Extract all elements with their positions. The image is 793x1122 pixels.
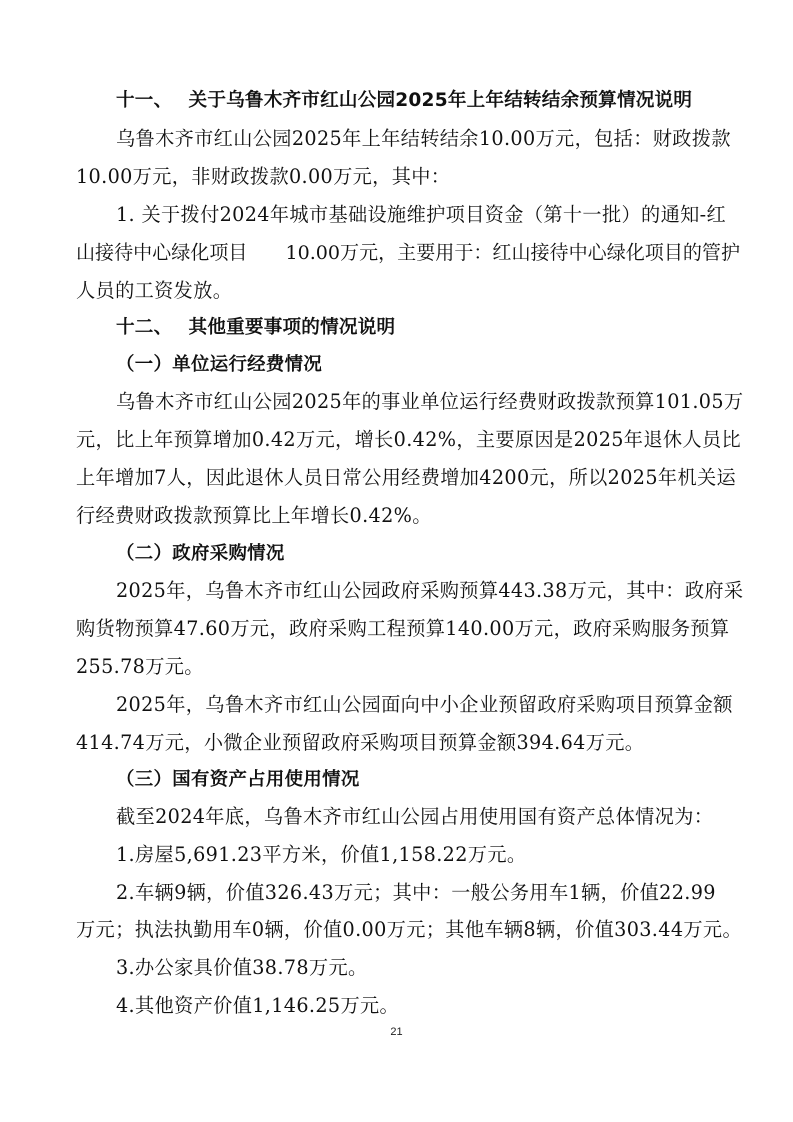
subsection-heading-2: （二）政府采购情况 — [116, 543, 285, 564]
list-item-other-assets: 4.其他资产价值1,146.25万元。 — [116, 994, 400, 1017]
paragraph-line: 山接待中心绿化项目 10.00万元，主要用于：红山接待中心绿化项目的管护 — [76, 242, 741, 264]
section-12-heading: 十二、 其他重要事项的情况说明 — [116, 317, 396, 338]
list-item-furniture: 3.办公家具价值38.78万元。 — [116, 956, 368, 979]
paragraph-line: 截至2024年底，乌鲁木齐市红山公园占用使用国有资产总体情况为： — [116, 805, 714, 828]
list-item-vehicles: 2.车辆9辆，价值326.43万元；其中：一般公务用车1辆，价值22.99 — [116, 881, 716, 904]
list-item-housing: 1.房屋5,691.23平方米，价值1,158.22万元。 — [116, 843, 527, 866]
paragraph-line: 414.74万元，小微企业预留政府采购项目预算金额394.64万元。 — [76, 731, 645, 754]
paragraph-line: 万元；执法执勤用车0辆，价值0.00万元；其他车辆8辆，价值303.44万元。 — [76, 918, 742, 941]
paragraph-line: 人员的工资发放。 — [76, 279, 233, 302]
paragraph-line: 购货物预算47.60万元，政府采购工程预算140.00万元，政府采购服务预算 — [76, 617, 730, 640]
paragraph-line: 2025年，乌鲁木齐市红山公园面向中小企业预留政府采购项目预算金额 — [116, 693, 733, 716]
paragraph-line: 10.00万元，非财政拨款0.00万元，其中： — [76, 165, 451, 188]
subsection-heading-1: （一）单位运行经费情况 — [116, 354, 323, 375]
paragraph-line: 行经费财政拨款预算比上年增长0.42%。 — [76, 504, 432, 527]
paragraph-line: 1. 关于拨付2024年城市基础设施维护项目资金（第十一批）的通知-红 — [116, 203, 727, 226]
paragraph-line: 乌鲁木齐市红山公园2025年的事业单位运行经费财政拨款预算101.05万 — [116, 390, 744, 413]
section-11-heading: 十一、 关于乌鲁木齐市红山公园2025年上年结转结余预算情况说明 — [116, 90, 693, 111]
paragraph-line: 乌鲁木齐市红山公园2025年上年结转结余10.00万元，包括：财政拨款 — [116, 127, 731, 150]
paragraph-line: 255.78万元。 — [76, 655, 204, 678]
page-number: 21 — [390, 1026, 403, 1038]
subsection-heading-3: （三）国有资产占用使用情况 — [116, 769, 360, 790]
paragraph-line: 2025年，乌鲁木齐市红山公园政府采购预算443.38万元，其中：政府采 — [116, 579, 744, 602]
paragraph-line: 元，比上年预算增加0.42万元，增长0.42%，主要原因是2025年退休人员比 — [76, 428, 742, 451]
paragraph-line: 上年增加7人，因此退休人员日常公用经费增加4200元，所以2025年机关运 — [76, 466, 737, 489]
